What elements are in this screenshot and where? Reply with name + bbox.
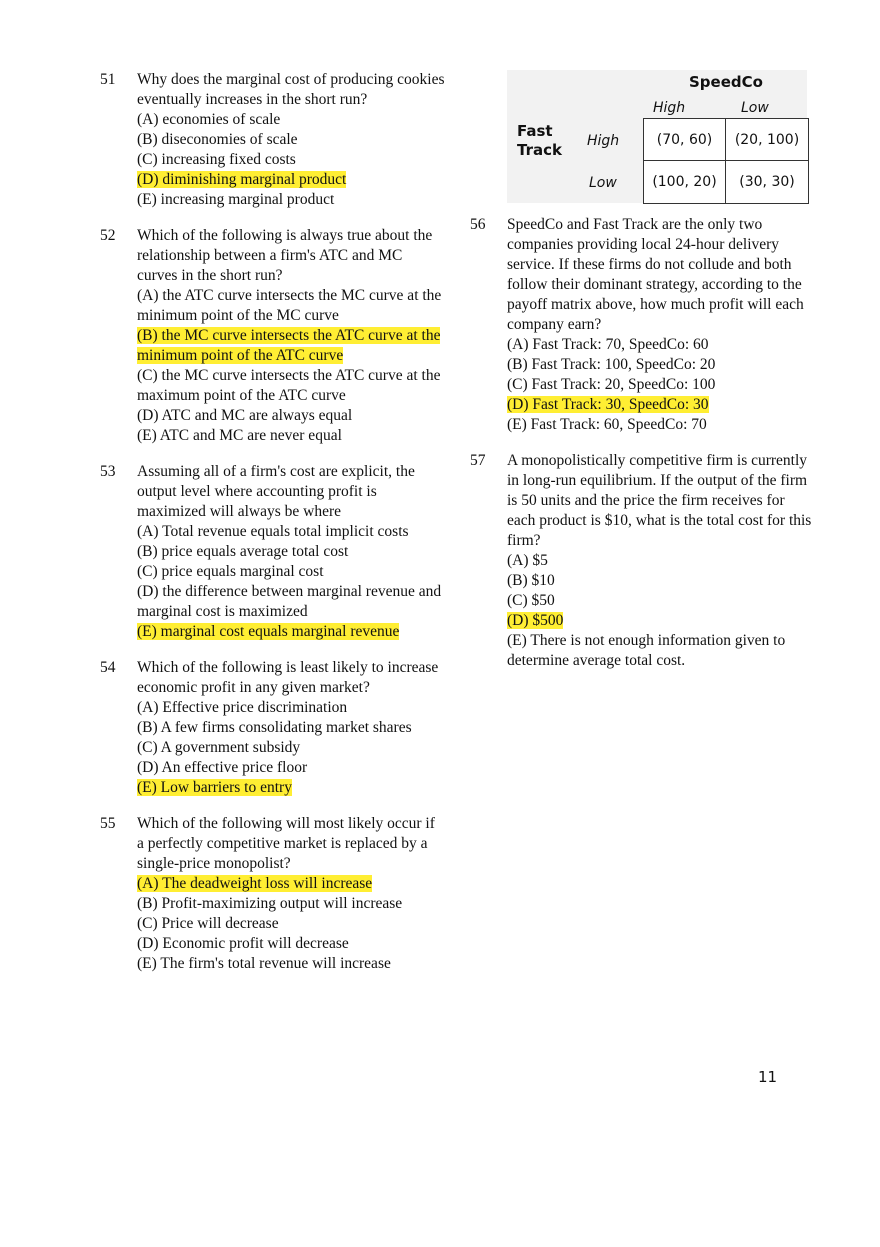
answer-option-e: (E) The firm's total revenue will increase (137, 955, 391, 972)
answer-option-d-highlighted: (D) Fast Track: 30, SpeedCo: 30 (507, 396, 709, 413)
question-text: Why does the marginal cost of producing cookies eventually increases in the short run? (137, 71, 445, 108)
answer-option-d: (D) the difference between marginal revenue and marginal cost is maximized (137, 583, 442, 620)
column-player-label: SpeedCo (689, 73, 763, 91)
answer-option-d: (D) An effective price floor (137, 759, 308, 776)
answer-option-a: (A) Fast Track: 70, SpeedCo: 60 (507, 336, 709, 353)
question-number: 55 (100, 815, 116, 832)
left-column (100, 70, 445, 990)
answer-option-c: (C) Fast Track: 20, SpeedCo: 100 (507, 376, 716, 393)
answer-option-a: (A) economies of scale (137, 111, 281, 128)
question-number: 54 (100, 659, 116, 676)
row-strategy-low: Low (589, 175, 617, 191)
answer-option-c: (C) the MC curve intersects the ATC curve at the maximum point of the ATC curve (137, 367, 441, 404)
answer-option-d-highlighted: (D) diminishing marginal product (137, 171, 347, 188)
payoff-matrix (507, 70, 807, 203)
question-text: SpeedCo and Fast Track are the only two companies providing local 24-hour delivery service. If these firms do not collude and both follow their dominant strategy, according to the payoff matrix above, how much profit will each company earn? (507, 216, 804, 333)
column-strategy-low: Low (741, 100, 769, 116)
answer-option-e: (E) There is not enough information given to determine average total cost. (507, 632, 786, 669)
question-57 (470, 451, 815, 671)
question-55 (100, 814, 445, 974)
payoff-cell-low-low: (30, 30) (739, 174, 795, 190)
column-strategy-high: High (653, 100, 686, 116)
answer-option-c: (C) increasing fixed costs (137, 151, 296, 168)
question-54 (100, 658, 445, 798)
question-number: 53 (100, 463, 116, 480)
right-column (470, 70, 815, 687)
question-53 (100, 462, 445, 642)
question-text: Which of the following will most likely occur if a perfectly competitive market is replaced by a single-price monopolist? (137, 815, 435, 872)
page-number: 11 (758, 1068, 778, 1086)
answer-option-c: (C) $50 (507, 592, 555, 609)
answer-option-a-highlighted: (A) The deadweight loss will increase (137, 875, 373, 892)
row-strategy-high: High (587, 133, 620, 149)
answer-option-e: (E) ATC and MC are never equal (137, 427, 342, 444)
answer-option-c: (C) A government subsidy (137, 739, 301, 756)
question-text: A monopolistically competitive firm is currently in long-run equilibrium. If the output of the firm is 50 units and the price the firm receives for each product is $10, what is the total cost for this firm? (507, 452, 812, 549)
question-56 (470, 215, 815, 435)
answer-option-b: (B) A few firms consolidating market shares (137, 719, 412, 736)
answer-option-d: (D) Economic profit will decrease (137, 935, 349, 952)
answer-option-d: (D) ATC and MC are always equal (137, 407, 353, 424)
payoff-grid (643, 118, 809, 204)
question-number: 51 (100, 71, 116, 88)
answer-option-b: (B) Fast Track: 100, SpeedCo: 20 (507, 356, 716, 373)
question-52 (100, 226, 445, 446)
answer-option-a: (A) $5 (507, 552, 548, 569)
question-number: 52 (100, 227, 116, 244)
answer-option-c: (C) price equals marginal cost (137, 563, 324, 580)
answer-option-b: (B) Profit-maximizing output will increase (137, 895, 403, 912)
answer-option-b-highlighted: (B) the MC curve intersects the ATC curve at the minimum point of the ATC curve (137, 327, 441, 364)
answer-option-e-highlighted: (E) marginal cost equals marginal revenue (137, 623, 400, 640)
answer-option-c: (C) Price will decrease (137, 915, 279, 932)
answer-option-e: (E) Fast Track: 60, SpeedCo: 70 (507, 416, 707, 433)
answer-option-e-highlighted: (E) Low barriers to entry (137, 779, 292, 796)
answer-option-d-highlighted: (D) $500 (507, 612, 564, 629)
answer-option-a: (A) the ATC curve intersects the MC curve at the minimum point of the MC curve (137, 287, 442, 324)
question-text: Which of the following is least likely to increase economic profit in any given market? (137, 659, 439, 696)
payoff-cell-high-high: (70, 60) (644, 119, 726, 161)
row-player-label: Fast Track (517, 122, 562, 159)
question-number: 57 (470, 452, 486, 469)
question-text: Which of the following is always true about the relationship between a firm's ATC and MC curves in the short run? (137, 227, 433, 284)
question-text: Assuming all of a firm's cost are explicit, the output level where accounting profit is maximized will always be where (137, 463, 415, 520)
payoff-cell-high-low: (20, 100) (726, 119, 808, 161)
answer-option-b: (B) price equals average total cost (137, 543, 349, 560)
answer-option-e: (E) increasing marginal product (137, 191, 335, 208)
question-number: 56 (470, 216, 486, 233)
payoff-cell-low-high: (100, 20) (644, 161, 726, 203)
answer-option-a: (A) Total revenue equals total implicit costs (137, 523, 409, 540)
answer-option-a: (A) Effective price discrimination (137, 699, 348, 716)
answer-option-b: (B) $10 (507, 572, 555, 589)
answer-option-b: (B) diseconomies of scale (137, 131, 298, 148)
question-51 (100, 70, 445, 210)
